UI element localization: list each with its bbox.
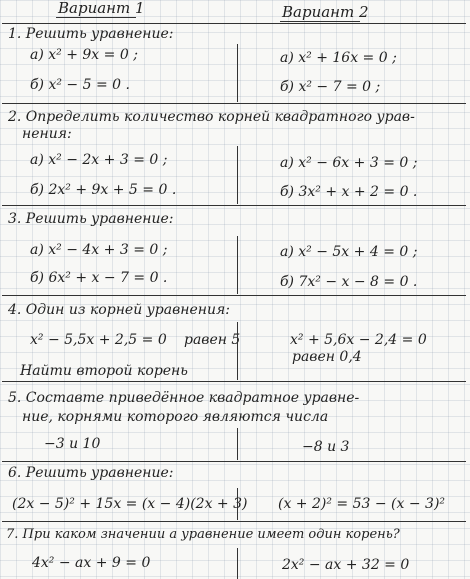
- task-6-v1-equation: (2x − 5)² + 15x = (x − 4)(2x + 3): [12, 496, 248, 512]
- task-3-v1-b: б) 6x² + x − 7 = 0 .: [30, 270, 168, 286]
- column-divider: [237, 44, 238, 102]
- task-2-v2-b: б) 3x² + x + 2 = 0 .: [280, 184, 418, 200]
- divider-line: [2, 461, 466, 462]
- task-6-v2-equation: (x + 2)² = 53 − (x − 3)²: [278, 496, 446, 512]
- variant-2-underline: [280, 21, 360, 22]
- column-divider: [237, 428, 238, 460]
- task-4-v2-equation: x² + 5,6x − 2,4 = 0: [290, 332, 427, 348]
- column-divider: [237, 488, 238, 520]
- column-divider: [237, 322, 238, 380]
- task-4-title: 4. Один из корней уравнения:: [8, 302, 230, 318]
- variant-1-underline: [56, 17, 136, 18]
- task-6-title: 6. Решить уравнение:: [8, 465, 174, 481]
- task-3-title: 3. Решить уравнение:: [8, 211, 174, 227]
- divider-line: [2, 381, 466, 382]
- variant-2-heading: Вариант 2: [282, 3, 369, 21]
- task-1-v1-a: а) x² + 9x = 0 ;: [30, 47, 138, 63]
- task-3-v1-a: а) x² − 4x + 3 = 0 ;: [30, 242, 168, 258]
- task-3-v2-a: а) x² − 5x + 4 = 0 ;: [280, 244, 418, 260]
- task-2-v2-a: а) x² − 6x + 3 = 0 ;: [280, 155, 418, 171]
- task-2-v1-a: а) x² − 2x + 3 = 0 ;: [30, 152, 168, 168]
- divider-line: [2, 295, 466, 296]
- task-1-v1-b: б) x² − 5 = 0 .: [30, 77, 130, 93]
- divider-line: [2, 103, 466, 104]
- task-1-title: 1. Решить уравнение:: [8, 26, 174, 42]
- task-2-title-cont: нения:: [22, 126, 72, 142]
- task-4-v1-equation: x² − 5,5x + 2,5 = 0: [30, 332, 167, 348]
- task-2-title: 2. Определить количество корней квадратного урав-: [8, 109, 415, 125]
- task-3-v2-b: б) 7x² − x − 8 = 0 .: [280, 274, 418, 290]
- column-divider: [237, 548, 238, 579]
- task-1-v2-b: б) x² − 7 = 0 ;: [280, 79, 381, 95]
- task-5-title-cont: ние, корнями которого являются числа: [22, 409, 329, 425]
- task-2-v1-b: б) 2x² + 9x + 5 = 0 .: [30, 182, 177, 198]
- task-7-v1-equation: 4x² − ax + 9 = 0: [32, 555, 151, 571]
- task-5-v2-roots: −8 и 3: [302, 439, 350, 455]
- divider-line: [2, 521, 466, 522]
- task-4-v2-root-note: равен 0,4: [292, 349, 362, 365]
- task-7-title: 7. При каком значении a уравнение имеет один корень?: [6, 527, 400, 542]
- variant-1-heading: Вариант 1: [58, 0, 145, 17]
- divider-line: [2, 23, 466, 24]
- task-4-v1-find: Найти второй корень: [20, 363, 188, 379]
- task-4-v1-root-note: равен 5: [184, 332, 241, 348]
- divider-line: [2, 205, 466, 206]
- column-divider: [237, 146, 238, 204]
- task-5-v1-roots: −3 и 10: [44, 436, 101, 452]
- column-divider: [237, 236, 238, 294]
- task-7-v2-equation: 2x² − ax + 32 = 0: [282, 557, 410, 573]
- task-1-v2-a: а) x² + 16x = 0 ;: [280, 50, 397, 66]
- task-5-title: 5. Составте приведённое квадратное уравне-: [8, 390, 360, 406]
